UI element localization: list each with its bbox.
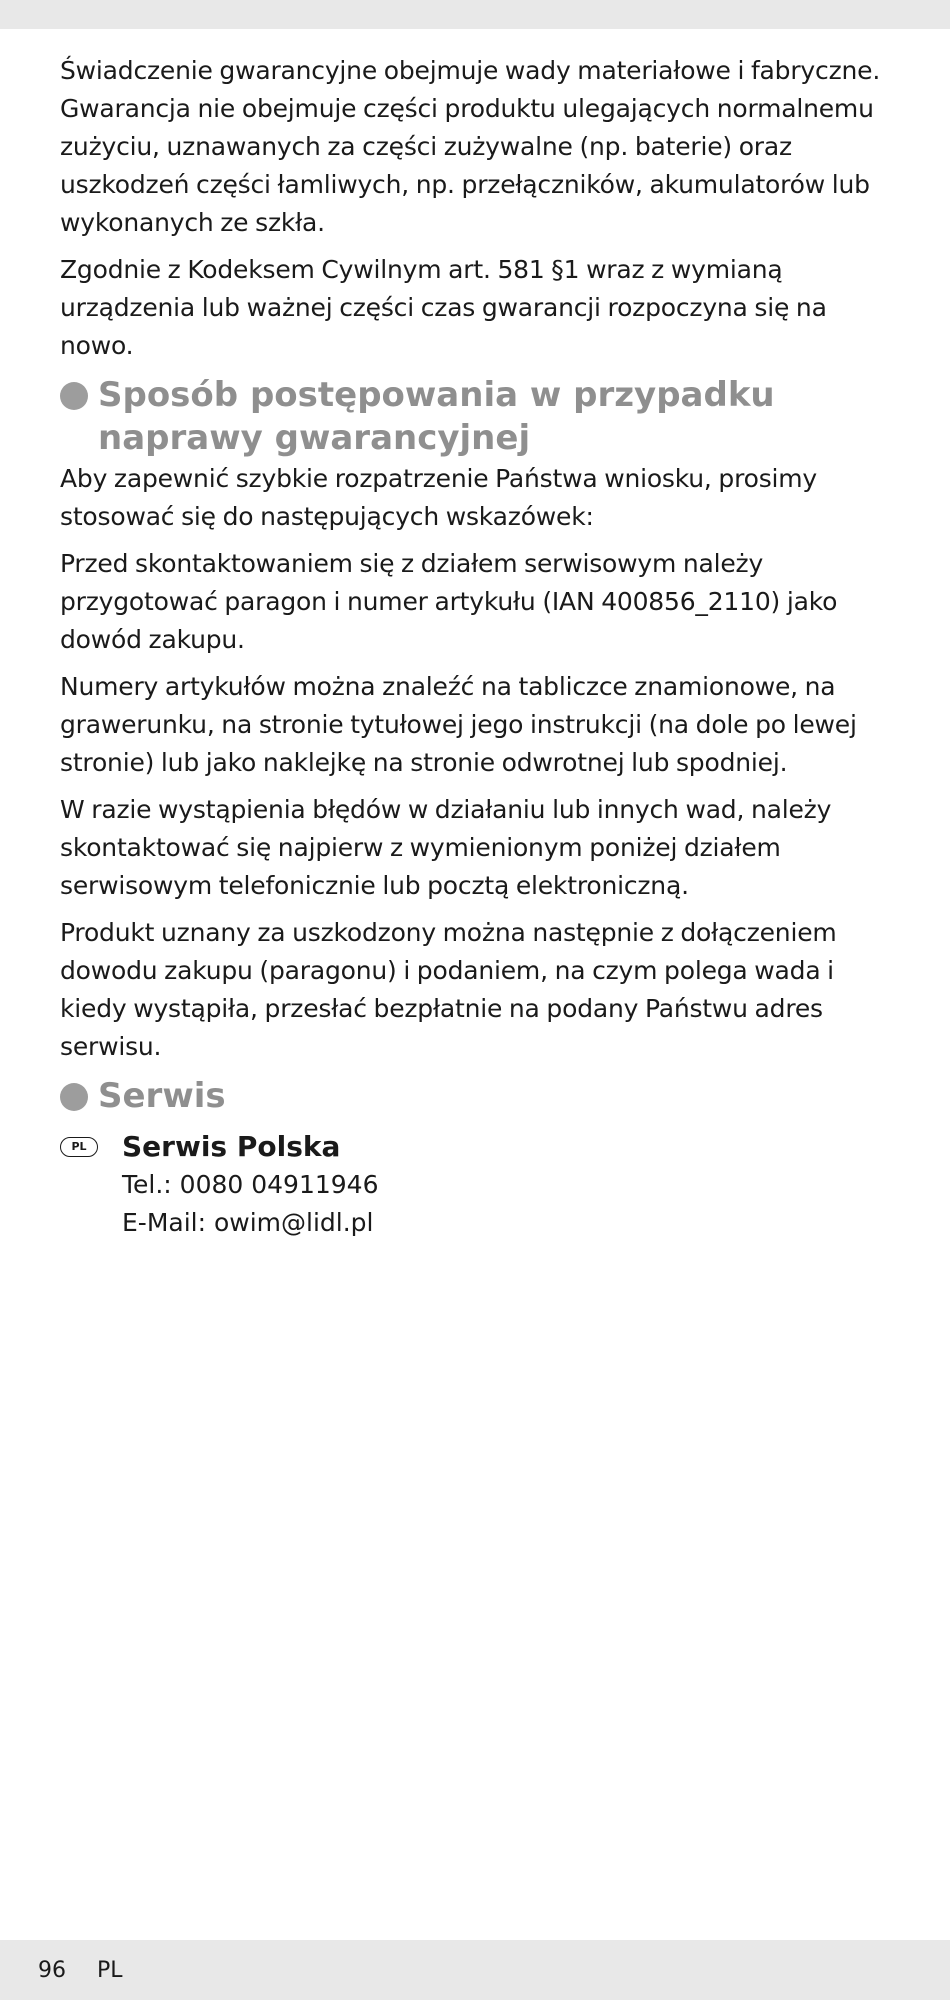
paragraph: Numery artykułów można znaleźć na tabliczce znamionowe, na grawerunku, na stronie tytułowej jego instrukcji (na dole po lewej stronie) lub jako naklejkę na stronie odwrotnej lub spodniej.	[60, 672, 857, 777]
paragraph: Przed skontaktowaniem się z działem serwisowym należy przygotować paragon i numer artykułu (IAN 400856_2110) jako dowód zakupu.	[60, 549, 838, 654]
service-name: Serwis Polska	[122, 1130, 341, 1163]
section-heading-service	[60, 1075, 900, 1118]
page-language: PL	[97, 1958, 123, 1983]
page-footer	[0, 1940, 950, 2000]
service-details	[122, 1128, 378, 1242]
paragraph: Zgodnie z Kodeksem Cywilnym art. 581 §1 wraz z wymianą urządzenia lub ważnej części czas gwarancji rozpoczyna się na nowo.	[60, 255, 827, 360]
top-band	[0, 0, 950, 29]
country-code-badge: PL	[60, 1137, 98, 1157]
paragraph: Produkt uznany za uszkodzony można następnie z dołączeniem dowodu zakupu (paragonu) i podaniem, na czym polega wada i kiedy wystąpiła, przesłać bezpłatnie na podany Państwu adres serwisu.	[60, 918, 837, 1061]
heading-text	[98, 374, 775, 460]
service-email: E-Mail: owim@lidl.pl	[122, 1208, 374, 1237]
heading-text: Serwis	[98, 1076, 226, 1116]
service-contact-block	[60, 1128, 900, 1242]
bullet-circle-icon	[60, 1083, 88, 1111]
page-number: 96	[38, 1958, 66, 1983]
bullet-circle-icon	[60, 382, 88, 410]
paragraph: Aby zapewnić szybkie rozpatrzenie Państwa wniosku, prosimy stosować się do następujących wskazówek:	[60, 464, 818, 531]
section-heading-warranty-repair	[60, 374, 900, 460]
service-phone: Tel.: 0080 04911946	[122, 1170, 379, 1199]
paragraph: Świadczenie gwarancyjne obejmuje wady materiałowe i fabryczne. Gwarancja nie obejmuje części produktu ulegających normalnemu zużyciu, uznawanych za części zużywalne (np. baterie) oraz uszkodzeń części łamliwych, np. przełączników, akumulatorów lub wykonanych ze szkła.	[60, 56, 881, 237]
page-content	[60, 52, 900, 1242]
heading-line: naprawy gwarancyjnej	[98, 418, 531, 458]
heading-line: Sposób postępowania w przypadku	[98, 375, 775, 415]
paragraph: W razie wystąpienia błędów w działaniu lub innych wad, należy skontaktować się najpierw z wymienionym poniżej działem serwisowym telefonicznie lub pocztą elektroniczną.	[60, 795, 832, 900]
